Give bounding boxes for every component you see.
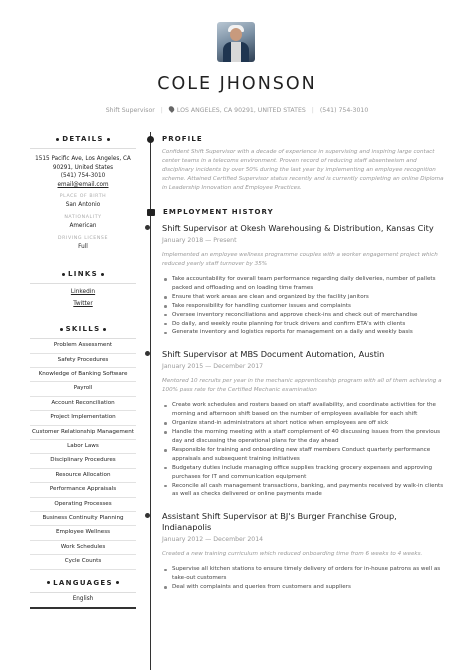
pob-value: San Antonio — [65, 202, 101, 209]
link-linkedin[interactable]: Linkedin — [70, 289, 96, 296]
briefcase-icon — [147, 209, 155, 216]
address-line-2: 90291, United States — [52, 164, 114, 171]
skill-item: Business Continuity Planning — [30, 512, 136, 526]
job-intro: Created a new training curriculum which reduced onboarding time from 6 weeks to 4 weeks. — [162, 551, 423, 558]
location: LOS ANGELES, CA 90291, UNITED STATES — [169, 106, 306, 114]
job-bullets — [162, 565, 447, 592]
job-entry — [162, 223, 447, 337]
list-item: Supervise all kitchen stations to ensure timely delivery of orders for in-house patrons as well as take-out customers — [162, 565, 447, 583]
job-bullets — [162, 401, 447, 499]
job-bullets — [162, 275, 447, 337]
job-dates: January 2012 — December 2014 — [162, 536, 264, 544]
job-title: Shift Supervisor — [105, 106, 155, 114]
languages-heading: LANGUAGES — [30, 579, 136, 587]
job-title: Shift Supervisor at Okesh Warehousing & Distribution, Kansas City — [162, 223, 434, 233]
header-subline: Shift Supervisor | LOS ANGELES, CA 90291, UNITED STATES | (541) 754-3010 — [105, 106, 369, 114]
job-title: Assistant Shift Supervisor at BJ's Burger Franchise Group, Indianapolis — [162, 511, 397, 533]
list-item: Budgetary duties include managing office supplies tracking grocery expenses and approving purchases for IT and communication equipment — [162, 464, 447, 482]
profile-heading: PROFILE — [147, 135, 447, 143]
list-item: Reconcile all cash management transactions, banking, and payments received by walk-in clients as well as checks delivered or online payments made — [162, 482, 447, 500]
timeline-dot — [145, 513, 150, 518]
nationality-value: American — [69, 222, 97, 229]
skills-heading: SKILLS — [30, 325, 136, 333]
skill-item: Operating Processes — [30, 498, 136, 512]
links-heading: LINKS — [30, 270, 136, 278]
link-twitter[interactable]: Twitter — [73, 301, 93, 308]
profile-section — [147, 135, 447, 193]
details-heading: DETAILS — [30, 135, 136, 143]
list-item: Generate inventory and logistics reports for management on a daily and weekly basis — [162, 328, 447, 337]
skill-item: Work Schedules — [30, 541, 136, 555]
skill-item: Problem Assessment — [30, 339, 136, 353]
employment-section — [147, 208, 447, 592]
license-value: Full — [78, 243, 88, 250]
list-item: Create work schedules and rosters based on staff availability, and coordinate activities for the morning and afternoon shift based on the number of employees available for each shift — [162, 401, 447, 419]
phone-number: (541) 754-3010 — [60, 173, 106, 180]
nationality-label: NATIONALITY — [64, 214, 102, 220]
list-item: Organize stand-in administrators at short notice when employees are off sick — [162, 419, 447, 428]
language-level-bar — [30, 607, 136, 609]
skill-item: Cycle Counts — [30, 555, 136, 569]
location-pin-icon — [167, 105, 175, 113]
license-label: DRIVING LICENSE — [57, 235, 109, 241]
resume-header — [0, 0, 474, 128]
links-section — [30, 270, 136, 310]
phone: (541) 754-3010 — [319, 106, 369, 114]
list-item: Take responsibility for handling customer issues and complaints — [162, 302, 447, 311]
skill-item: Resource Allocation — [30, 469, 136, 483]
employment-heading: EMPLOYMENT HISTORY — [147, 208, 447, 216]
job-dates: January 2015 — December 2017 — [162, 363, 264, 371]
list-item: Responsible for training and onboarding new staff members Conduct quarterly performance appraisals and subsequent training initiatives — [162, 446, 447, 464]
profile-summary: Confident Shift Supervisor with a decade of experience in supervising and inspiring large contact center teams in a telecoms environment. Proven record of reducing staff absenteeism and disciplinary incidents by over 50% during the last year by implementing an employee recognition scheme. Attained Certified Supervisor status recently and is currently completing an online Diploma in Leadership Innovation and Employee Practices. — [162, 149, 444, 191]
list-item: Ensure that work areas are clean and organized by the facility janitors — [162, 293, 447, 302]
email-link[interactable]: email@email.com — [57, 181, 109, 188]
profile-photo — [217, 22, 255, 62]
details-section — [30, 135, 136, 251]
language-item: English — [72, 595, 94, 602]
pob-label: PLACE OF BIRTH — [59, 194, 107, 200]
job-entry — [162, 349, 447, 499]
list-item: Oversee inventory reconciliations and approve check-ins and check out of merchandise — [162, 311, 447, 320]
skill-item: Disciplinary Procedures — [30, 454, 136, 468]
sidebar — [30, 128, 136, 609]
timeline-dot — [145, 225, 150, 230]
list-item: Handle the morning meeting with a staff complement of 40 discussing issues from the previous day and discussing the operational plans for the day ahead — [162, 428, 447, 446]
skill-item: Payroll — [30, 382, 136, 396]
job-title: Shift Supervisor at MBS Document Automation, Austin — [162, 349, 385, 360]
list-item: Deal with complaints and queries from customers and suppliers — [162, 583, 447, 592]
languages-section — [30, 579, 136, 610]
main-content — [147, 128, 447, 592]
timeline-dot — [145, 351, 150, 356]
skill-item: Project Implementation — [30, 411, 136, 425]
user-icon — [147, 136, 154, 143]
address-line-1: 1515 Pacific Ave, Los Angeles, CA — [35, 156, 131, 162]
skills-section — [30, 325, 136, 570]
candidate-name: COLE JHONSON — [157, 74, 317, 94]
skill-item: Performance Appraisals — [30, 483, 136, 497]
skill-item: Safety Procedures — [30, 354, 136, 368]
job-entry — [162, 511, 447, 592]
list-item: Take accountability for overall team performance regarding daily deliveries, number of pallets packed and offloading and on loading time frames — [162, 275, 447, 293]
skill-item: Labor Laws — [30, 440, 136, 454]
skill-item: Knowledge of Banking Software — [30, 368, 136, 382]
job-intro: Implemented an employee wellness programme couples with a worker engagement project which reduced yearly staff turnover by 35% — [162, 252, 438, 267]
skill-item: Employee Wellness — [30, 526, 136, 540]
skill-item: Customer Relationship Management — [30, 426, 136, 440]
job-intro: Mentored 10 recruits per year in the mechanic apprenticeship program with all of them achieving a 100% pass rate for the Certified Mechanic examination — [162, 378, 442, 394]
list-item: Do daily, and weekly route planning for truck drivers and confirm ETA's with clients — [162, 320, 447, 329]
job-dates: January 2018 — Present — [162, 237, 237, 244]
skill-item: Account Reconciliation — [30, 397, 136, 411]
